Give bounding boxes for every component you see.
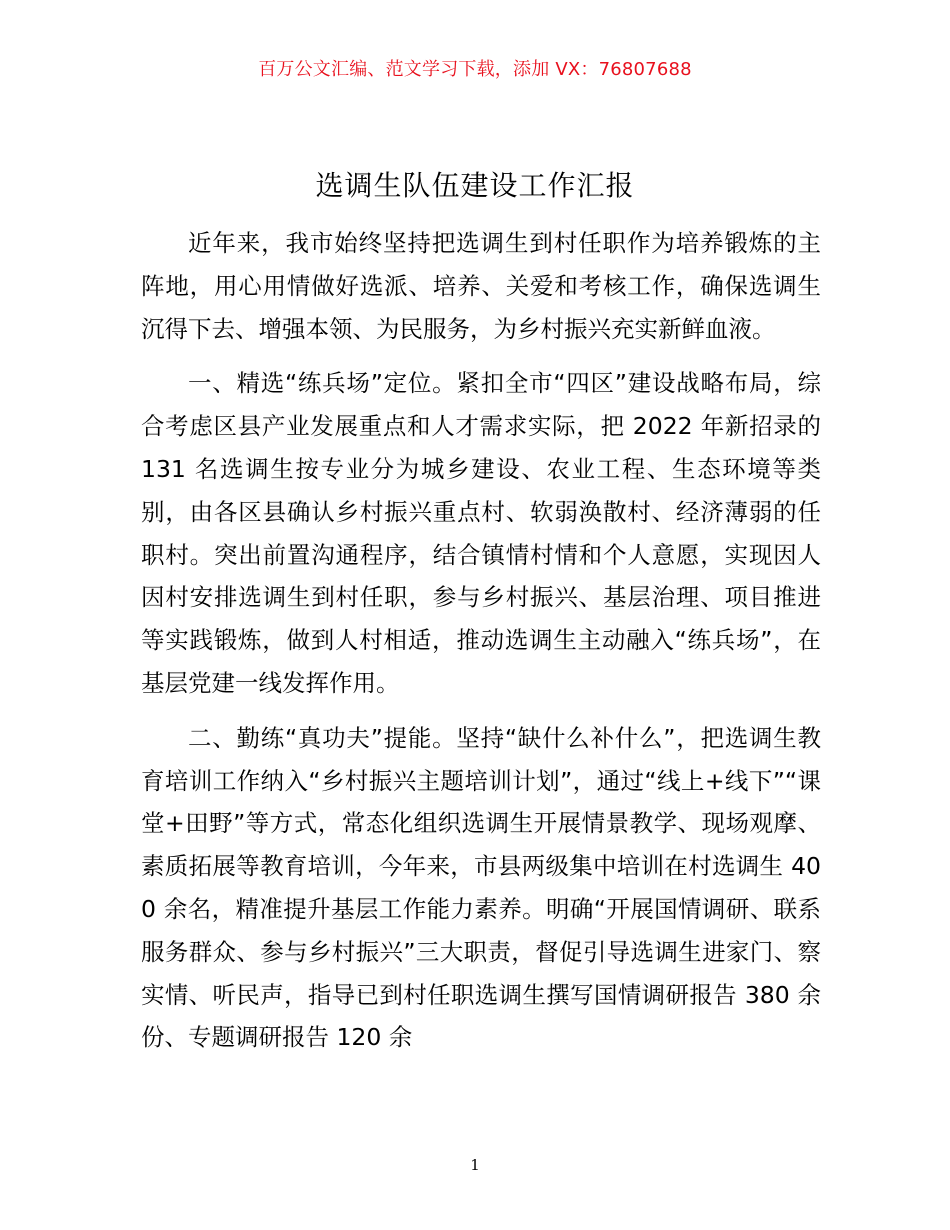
document-title: 选调生队伍建设工作汇报 [315, 169, 635, 202]
page-number: 1 [470, 1156, 480, 1174]
paragraph-section-2: 二、勤练“真功夫”提能。坚持“缺什么补什么”，把选调生教育培训工作纳入“乡村振兴主题培训计划”，通过“线上+线下”“课堂+田野”等方式，常态化组织选调生开展情景教学、现场观摩、素质拓展等教育培训，今年来，市县两级集中培训在村选调生 400 余名，精准提升基层工作能力素养。明确“开展国情调研、联系服务群众、参与乡村振兴”三大职责，督促引导选调生进家门、察实情、听民声，指导已到村任职选调生撰写国情调研报告 380 余份、专题调研报告 120 余 [141, 723, 821, 1052]
document-body [141, 222, 821, 1071]
paragraph-section-1: 一、精选“练兵场”定位。紧扣全市“四区”建设战略布局，综合考虑区县产业发展重点和人才需求实际，把 2022 年新招录的 131 名选调生按专业分为城乡建设、农业工程、生态环境等类别，由各区县确认乡村振兴重点村、软弱涣散村、经济薄弱的任职村。突出前置沟通程序，结合镇情村情和个人意愿，实现因人因村安排选调生到村任职，参与乡村振兴、基层治理、项目推进等实践锻炼，做到人村相适，推动选调生主动融入“练兵场”，在基层党建一线发挥作用。 [141, 369, 821, 697]
paragraph-intro: 近年来，我市始终坚持把选调生到村任职作为培养锻炼的主阵地，用心用情做好选派、培养、关爱和考核工作，确保选调生沉得下去、增强本领、为民服务，为乡村振兴充实新鲜血液。 [141, 229, 821, 343]
header-banner: 百万公文汇编、范文学习下载，添加 VX：76807688 [258, 59, 692, 80]
